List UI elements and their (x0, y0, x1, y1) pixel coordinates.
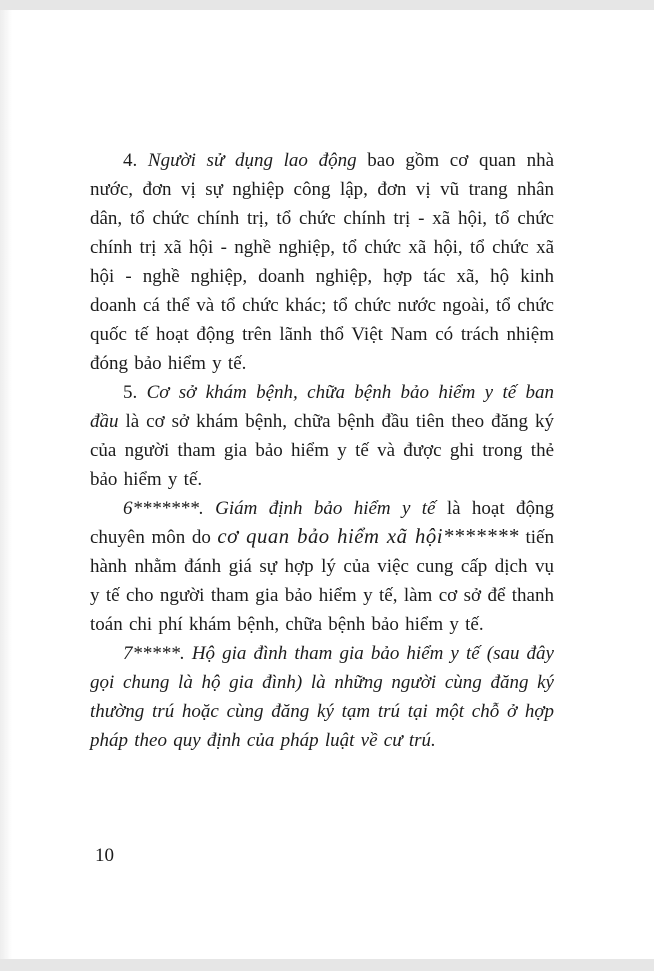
paragraph-clause-6 (90, 494, 554, 639)
page-number: 10 (95, 845, 114, 866)
text-run: 6*******. Giám định bảo hiểm y tế (123, 498, 447, 519)
scan-shade-left (0, 10, 12, 959)
scan-edge-bottom (0, 959, 654, 971)
text-run: 4. (123, 150, 148, 171)
text-run: là hoạt động chuyên môn do (90, 498, 554, 548)
text-run: tiến hành nhằm đánh giá sự hợp lý của việc cung cấp dịch vụ y tế cho người tham gia bảo hiểm y tế, làm cơ sở để thanh toán chi phí khám bệnh, chữa bệnh bảo hiểm y tế. (90, 527, 554, 635)
scan-edge-top (0, 0, 654, 10)
paragraph-clause-5 (90, 378, 554, 494)
paragraph-clause-4 (90, 146, 554, 378)
text-run: là cơ sở khám bệnh, chữa bệnh đầu tiên theo đăng ký của người tham gia bảo hiểm y tế và được ghi trong thẻ bảo hiểm y tế. (90, 411, 554, 490)
text-run: bao gồm cơ quan nhà nước, đơn vị sự nghiệp công lập, đơn vị vũ trang nhân dân, tổ chức chính trị, tổ chức chính trị - xã hội, tổ chức chính trị xã hội - nghề nghiệp, tổ chức xã hội, tổ chức xã hội - nghề nghiệp, doanh nghiệp, hợp tác xã, hộ kinh doanh cá thể và tổ chức khác; tổ chức nước ngoài, tổ chức quốc tế hoạt động trên lãnh thổ Việt Nam có trách nhiệm đóng bảo hiểm y tế. (90, 150, 554, 374)
text-run: cơ quan bảo hiểm xã hội******* (217, 526, 519, 548)
body-text-block (90, 146, 554, 755)
text-run: Người sử dụng lao động (147, 150, 357, 171)
paragraph-clause-7 (90, 639, 554, 755)
text-run: 5. (123, 382, 147, 403)
text-run: Cơ sở khám bệnh, chữa bệnh bảo hiểm y tế ban đầu (90, 382, 554, 432)
text-run: 7*****. Hộ gia đình tham gia bảo hiểm y tế (sau đây gọi chung là hộ gia đình) là những người cùng đăng ký thường trú hoặc cùng đăng ký tạm trú tại một chỗ ở hợp pháp theo quy định của pháp luật về cư trú. (90, 643, 554, 751)
